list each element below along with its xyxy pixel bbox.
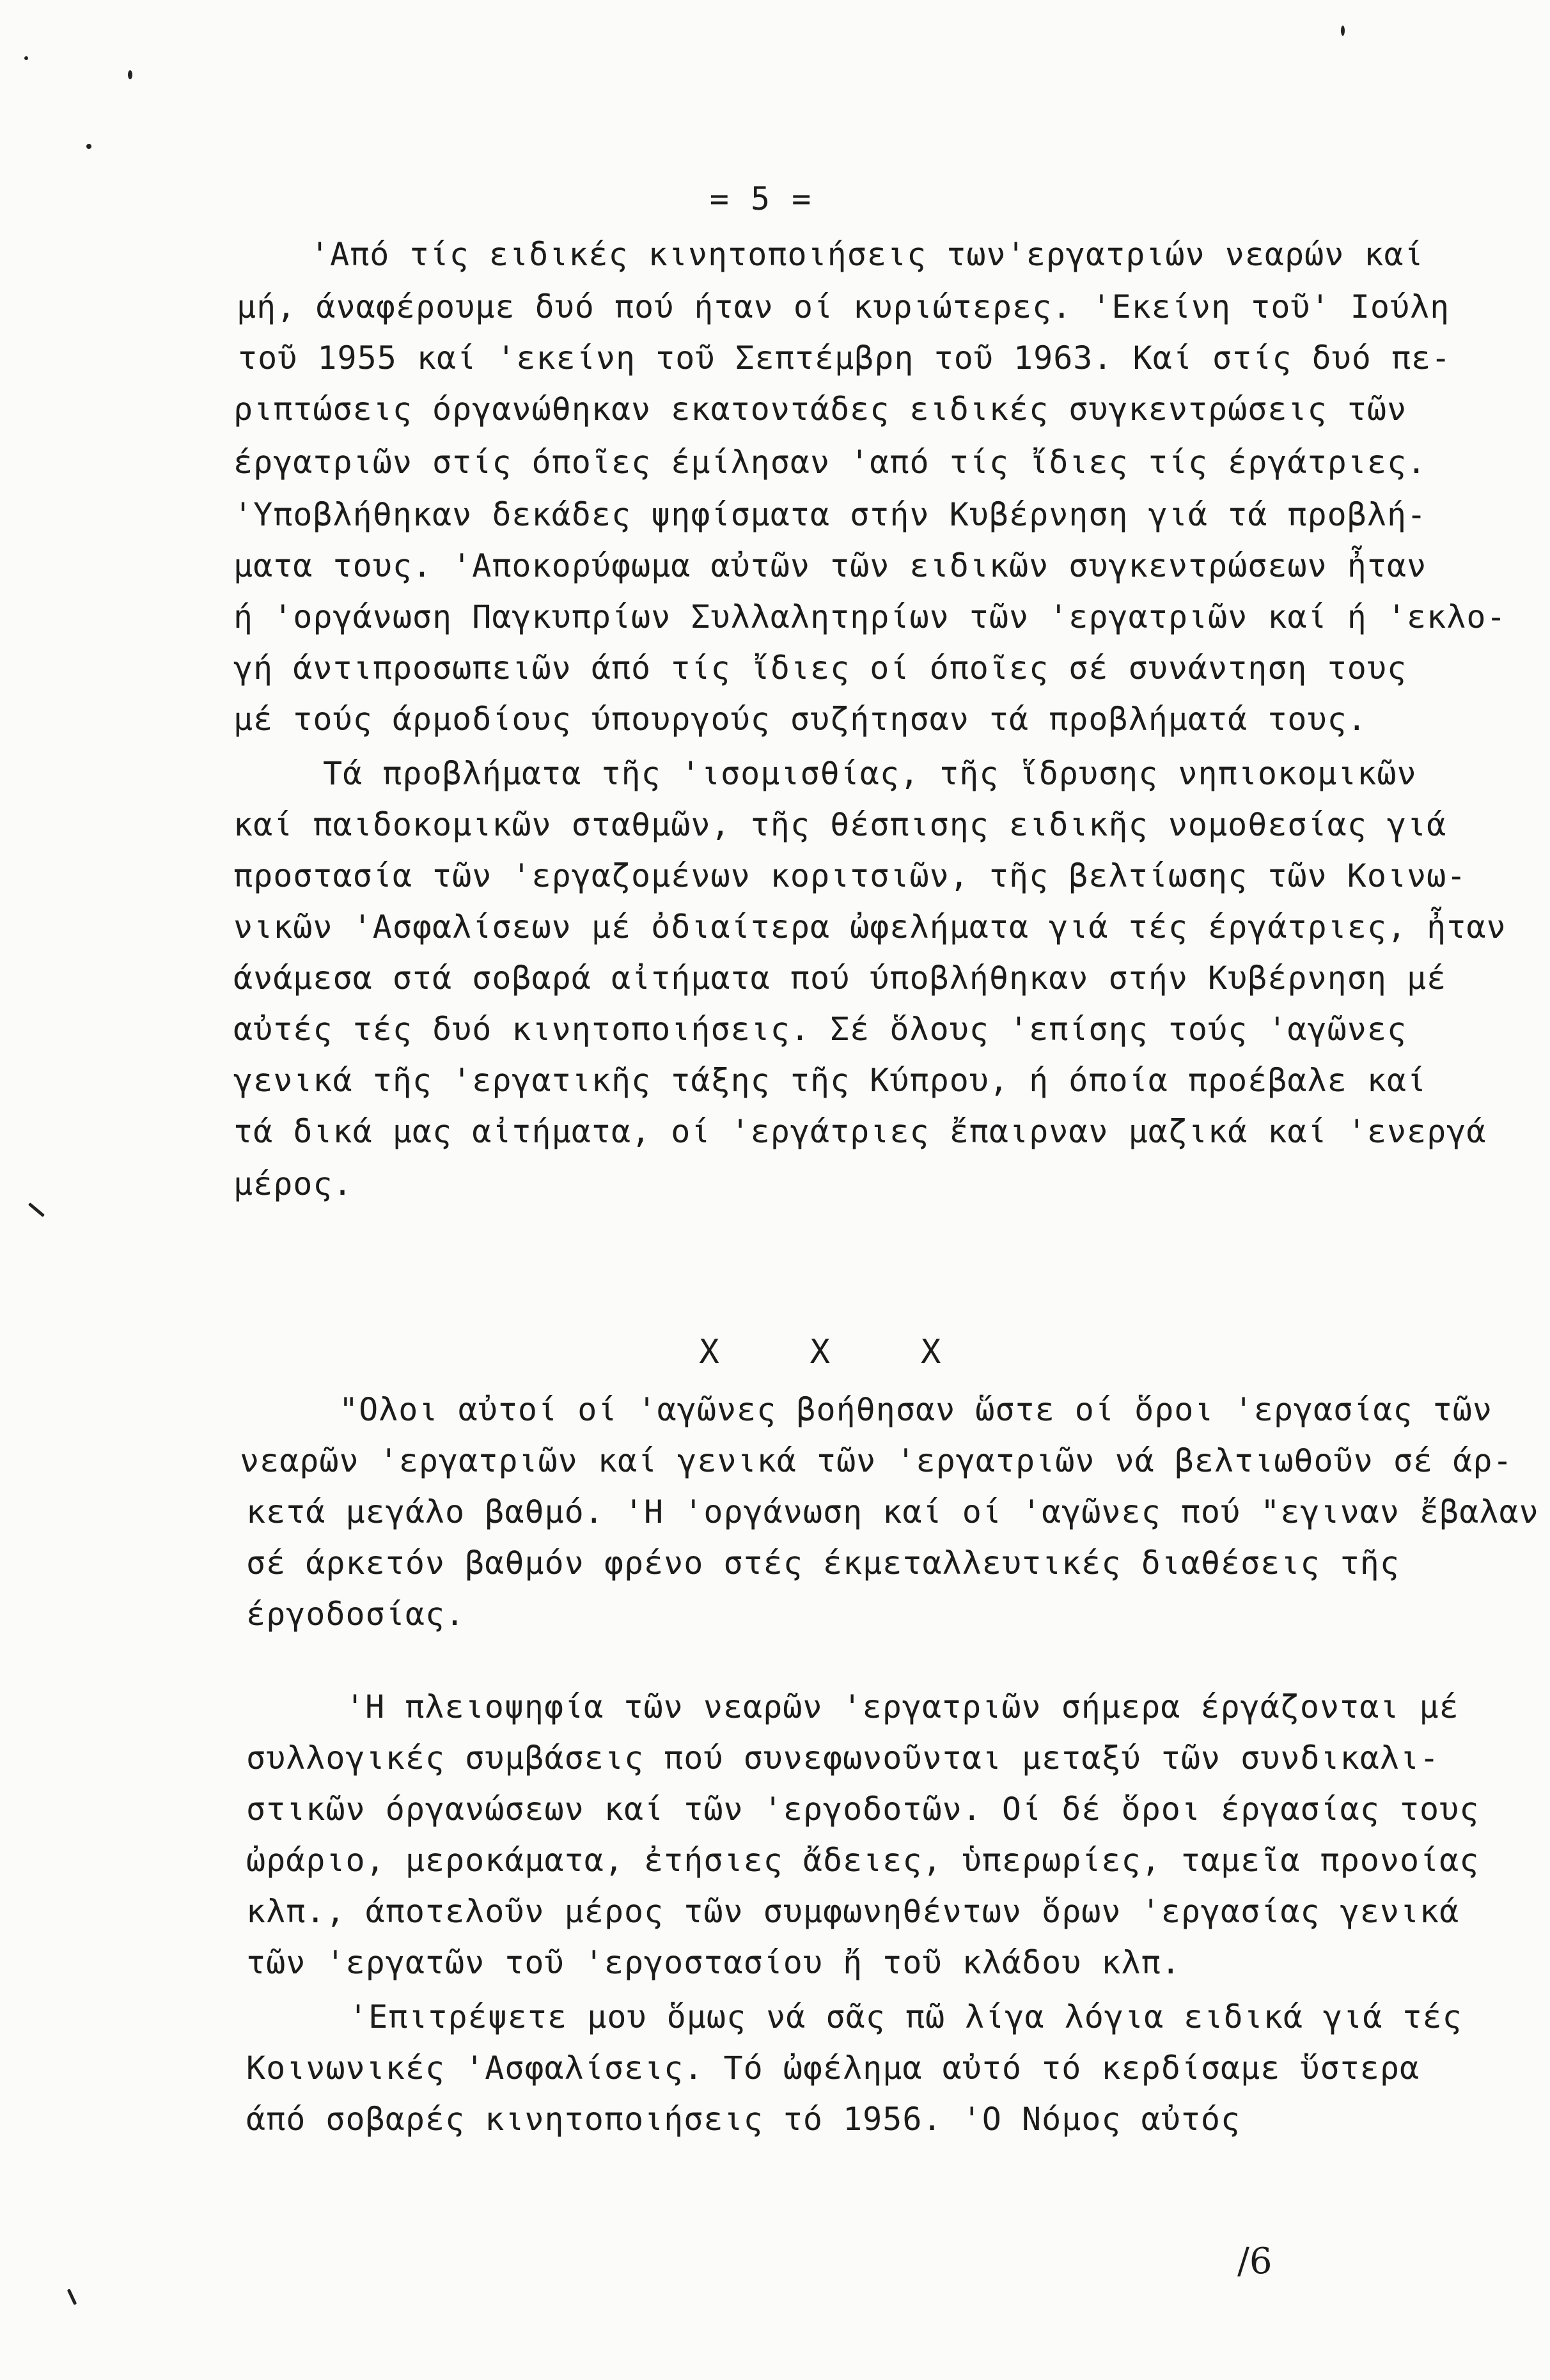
text-line: μή, άναφέρουμε δυό πού ήταν οί κυριώτερες. 'Εκείνη τοῦ' Ιούλη	[237, 288, 1450, 325]
text-line: τῶν 'εργατῶν τοῦ 'εργοστασίου ἤ τοῦ κλάδου κλπ.	[246, 1944, 1181, 1981]
text-line: 'Επιτρέψετε μου ὅμως νά σᾶς πῶ λίγα λόγια ειδικά γιά τές	[348, 1998, 1462, 2035]
text-line: μέ τούς άρμοδίους ύπουργούς συζήτησαν τά προβλήματά τους.	[233, 701, 1367, 738]
scan-speck	[28, 1202, 45, 1217]
scan-speck	[128, 70, 132, 79]
scan-speck	[24, 56, 28, 60]
text-line: καί παιδοκομικῶν σταθμῶν, τῆς θέσπισης ειδικῆς νομοθεσίας γιά	[233, 806, 1447, 843]
text-line: 'Από τίς ειδικές κινητοποιήσεις των'εργατριών νεαρών καί	[310, 236, 1424, 273]
text-line: άνάμεσα στά σοβαρά αἰτήματα πού ύποβλήθηκαν στήν Κυβέρνηση μέ	[233, 960, 1447, 997]
separator-mark: X	[920, 1333, 943, 1371]
text-line: έργοδοσίας.	[246, 1596, 466, 1633]
text-line: μέρος.	[233, 1165, 353, 1202]
separator-mark: X	[810, 1333, 831, 1371]
separator-mark: X	[699, 1333, 721, 1371]
text-line: έργατριῶν στίς όποῖες έμίλησαν 'από τίς ἴδιες τίς έργάτριες.	[233, 444, 1427, 481]
text-line: κετά μεγάλο βαθμό. 'Η 'οργάνωση καί οί 'αγῶνες πού "εγιναν ἔβαλαν	[246, 1493, 1539, 1530]
text-line: 'Η πλειοψηφία τῶν νεαρῶν 'εργατριῶν σήμερα έργάζονται μέ	[345, 1688, 1459, 1725]
text-line: Τά προβλήματα τῆς 'ισομισθίας, τῆς ἵδρυσης νηπιοκομικῶν	[323, 755, 1417, 792]
text-line: ὠράριο, μεροκάματα, ἐτήσιες ἄδειες, ὑπερωρίες, ταμεῖα προνοίας	[246, 1842, 1480, 1879]
text-line: τά δικά μας αἰτήματα, οί 'εργάτριες ἔπαιρναν μαζικά καί 'ενεργά	[233, 1113, 1487, 1150]
text-line: γενικά τῆς 'εργατικῆς τάξης τῆς Κύπρου, ή όποία προέβαλε καί	[233, 1062, 1427, 1099]
text-line: νικῶν 'Ασφαλίσεων μέ ὀδιαίτερα ὠφελήματα γιά τές έργάτριες, ἦταν	[233, 908, 1507, 945]
text-line: σέ άρκετόν βαθμόν φρένο στές έκμεταλλευτικές διαθέσεις τῆς	[246, 1544, 1400, 1582]
text-line: κλπ., άποτελοῦν μέρος τῶν συμφωνηθέντων ὅρων 'εργασίας γενικά	[246, 1893, 1460, 1930]
continuation-marker: /6	[1237, 2241, 1272, 2282]
text-line: "Ολοι αὐτοί οί 'αγῶνες βοήθησαν ὥστε οί ὅροι 'εργασίας τῶν	[339, 1391, 1492, 1428]
scan-speck	[86, 144, 91, 149]
text-line: συλλογικές συμβάσεις πού συνεφωνοῦνται μεταξύ τῶν συνδικαλι-	[246, 1739, 1440, 1777]
text-line: προστασία τῶν 'εργαζομένων κοριτσιῶν, τῆς βελτίωσης τῶν Κοινω-	[233, 857, 1467, 894]
text-line: αὐτές τές δυό κινητοποιήσεις. Σέ ὅλους 'επίσης τούς 'αγῶνες	[233, 1011, 1407, 1048]
scan-speck	[67, 2289, 77, 2305]
text-line: νεαρῶν 'εργατριῶν καί γενικά τῶν 'εργατριῶν νά βελτιωθοῦν σέ άρ-	[240, 1442, 1513, 1479]
text-line: 'Υποβλήθηκαν δεκάδες ψηφίσματα στήν Κυβέρνηση γιά τά προβλή-	[233, 496, 1427, 533]
text-line: ριπτώσεις όργανώθηκαν εκατοντάδες ειδικές συγκεντρώσεις τῶν	[233, 391, 1407, 428]
text-line: Κοινωνικές 'Ασφαλίσεις. Τό ὠφέλημα αὐτό τό κερδίσαμε ὕστερα	[246, 2049, 1420, 2087]
text-line: τοῦ 1955 καί 'εκείνη τοῦ Σεπτέμβρη τοῦ 1963. Καί στίς δυό πε-	[238, 339, 1452, 377]
scan-speck	[1341, 26, 1345, 36]
text-line: γή άντιπροσωπειῶν άπό τίς ἴδιες οί όποῖες σέ συνάντηση τους	[233, 649, 1407, 687]
text-line: ματα τους. 'Αποκορύφωμα αὐτῶν τῶν ειδικῶν συγκεντρώσεων ἦταν	[233, 547, 1427, 584]
section-separator	[665, 1333, 976, 1371]
text-line: στικῶν όργανώσεων καί τῶν 'εργοδοτῶν. Οί δέ ὅροι έργασίας τους	[246, 1791, 1480, 1828]
page-number: = 5 =	[709, 180, 813, 217]
text-line: άπό σοβαρές κινητοποιήσεις τό 1956. 'Ο Νόμος αὐτός	[246, 2101, 1241, 2138]
text-line: ή 'οργάνωση Παγκυπρίων Συλλαλητηρίων τῶν 'εργατριῶν καί ή 'εκλο-	[233, 598, 1507, 635]
